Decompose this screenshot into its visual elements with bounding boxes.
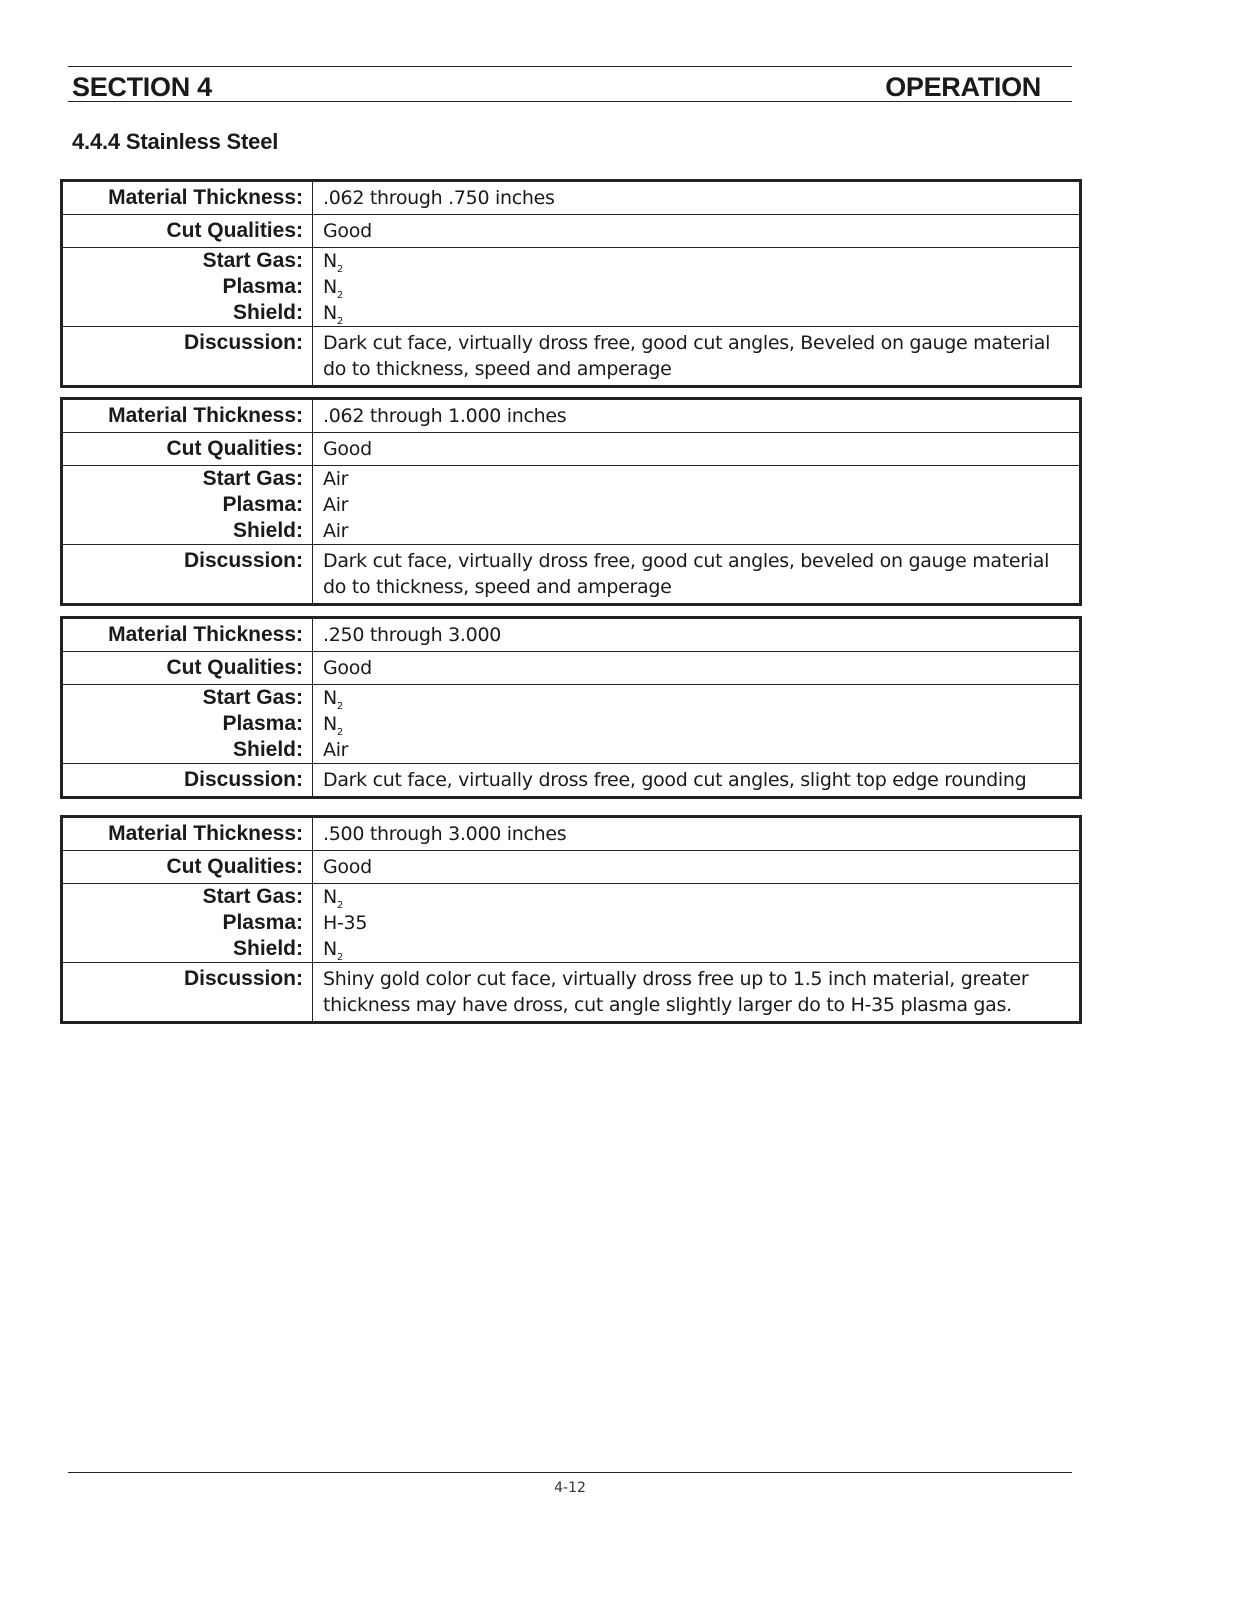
shield-value: Air — [323, 520, 349, 542]
discussion-value — [313, 327, 1081, 387]
shield-value: Air — [323, 739, 349, 761]
cut-qualities-value: Good — [313, 215, 1081, 248]
start-gas-label: Start Gas: — [202, 467, 303, 490]
gas-row — [62, 466, 1081, 545]
material-thickness-value: .062 through 1.000 inches — [313, 399, 1081, 433]
discussion-line: thickness may have dross, cut angle slightly larger do to H-35 plasma gas. — [323, 994, 1012, 1016]
material-thickness-value: .062 through .750 inches — [313, 181, 1081, 215]
discussion-line: Dark cut face, virtually dross free, good cut angles, slight top edge rounding — [323, 769, 1027, 791]
plasma-label: Plasma: — [222, 712, 303, 735]
cut-qualities-row — [62, 652, 1081, 685]
cut-qualities-value: Good — [313, 652, 1081, 685]
plasma-value: $N_2$ — [323, 276, 343, 301]
shield-label: Shield: — [232, 301, 303, 324]
start-gas-label: Start Gas: — [202, 686, 303, 709]
material-thickness-value: .500 through 3.000 inches — [313, 817, 1081, 851]
gas-row — [62, 685, 1081, 764]
cut-qualities-row — [62, 215, 1081, 248]
discussion-line: Shiny gold color cut face, virtually dross free up to 1.5 inch material, greater — [323, 968, 1029, 990]
footer-divider — [68, 1472, 1072, 1473]
discussion-label: Discussion: — [62, 545, 313, 605]
discussion-label: Discussion: — [62, 764, 313, 798]
material-thickness-label: Material Thickness: — [62, 399, 313, 433]
start-gas-value: $N_2$ — [323, 250, 343, 275]
section-title: OPERATION — [885, 72, 1041, 102]
cut-qualities-label: Cut Qualities: — [62, 433, 313, 466]
subsection-title: 4.4.4 Stainless Steel — [72, 129, 279, 154]
start-gas-value: $N_2$ — [323, 687, 343, 712]
page-header — [68, 66, 1072, 102]
shield-label: Shield: — [232, 519, 303, 542]
plasma-value: $N_2$ — [323, 713, 343, 738]
discussion-value — [313, 963, 1081, 1023]
page-number: 4-12 — [554, 1480, 586, 1496]
gas-row — [62, 884, 1081, 963]
gas-row — [62, 248, 1081, 327]
discussion-row — [62, 963, 1081, 1023]
cut-qualities-row — [62, 433, 1081, 466]
discussion-value — [313, 764, 1081, 798]
gas-labels — [62, 884, 313, 963]
shield-value: $N_2$ — [323, 302, 343, 327]
shield-label: Shield: — [232, 937, 303, 960]
discussion-row — [62, 764, 1081, 798]
gas-labels — [62, 466, 313, 545]
cut-parameters-table — [60, 815, 1082, 1024]
material-thickness-value: .250 through 3.000 — [313, 618, 1081, 652]
cut-parameters-table — [60, 397, 1082, 606]
material-thickness-row — [62, 181, 1081, 215]
discussion-label: Discussion: — [62, 327, 313, 387]
section-label: SECTION 4 — [72, 72, 212, 102]
cut-parameters-table — [60, 616, 1082, 799]
cut-qualities-row — [62, 851, 1081, 884]
gas-values — [313, 248, 1081, 327]
discussion-label: Discussion: — [62, 963, 313, 1023]
plasma-value: Air — [323, 494, 349, 516]
plasma-label: Plasma: — [222, 275, 303, 298]
discussion-value — [313, 545, 1081, 605]
plasma-value: H-35 — [323, 912, 368, 934]
gas-values — [313, 884, 1081, 963]
discussion-line: Dark cut face, virtually dross free, good cut angles, Beveled on gauge material — [323, 332, 1051, 354]
discussion-row — [62, 327, 1081, 387]
gas-values — [313, 466, 1081, 545]
gas-labels — [62, 248, 313, 327]
cut-qualities-label: Cut Qualities: — [62, 215, 313, 248]
start-gas-value: $N_2$ — [323, 886, 343, 911]
discussion-line: do to thickness, speed and amperage — [323, 358, 672, 380]
discussion-row — [62, 545, 1081, 605]
gas-values — [313, 685, 1081, 764]
material-thickness-label: Material Thickness: — [62, 181, 313, 215]
shield-label: Shield: — [232, 738, 303, 761]
cut-qualities-label: Cut Qualities: — [62, 652, 313, 685]
start-gas-value: Air — [323, 468, 349, 490]
shield-value: $N_2$ — [323, 938, 343, 963]
cut-parameters-table — [60, 179, 1082, 388]
material-thickness-label: Material Thickness: — [62, 618, 313, 652]
cut-qualities-value: Good — [313, 433, 1081, 466]
discussion-line: Dark cut face, virtually dross free, good cut angles, beveled on gauge material — [323, 550, 1050, 572]
cut-qualities-value: Good — [313, 851, 1081, 884]
material-thickness-row — [62, 618, 1081, 652]
gas-labels — [62, 685, 313, 764]
start-gas-label: Start Gas: — [202, 249, 303, 272]
plasma-label: Plasma: — [222, 493, 303, 516]
cut-qualities-label: Cut Qualities: — [62, 851, 313, 884]
material-thickness-row — [62, 817, 1081, 851]
plasma-label: Plasma: — [222, 911, 303, 934]
material-thickness-row — [62, 399, 1081, 433]
start-gas-label: Start Gas: — [202, 885, 303, 908]
discussion-line: do to thickness, speed and amperage — [323, 576, 672, 598]
material-thickness-label: Material Thickness: — [62, 817, 313, 851]
